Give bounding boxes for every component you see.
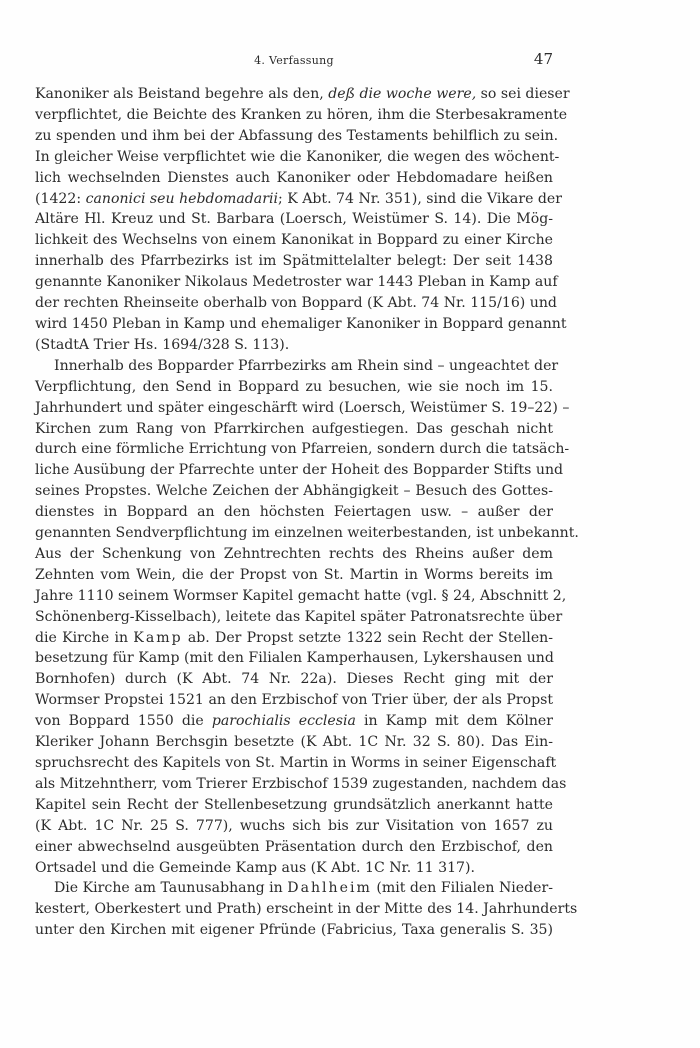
- text-run: lichkeit des Wechselns von einem Kanonikat in Boppard zu einer Kirche: [35, 232, 553, 249]
- text-line: [35, 648, 553, 669]
- text-run: Ortsadel und die Gemeinde Kamp aus (K Abt. 1C Nr. 11 317).: [35, 859, 476, 876]
- paragraph: [35, 84, 570, 356]
- text-run: dienstes in Boppard an den höchsten Feiertagen usw. – außer der: [35, 504, 553, 521]
- text-line: [35, 544, 553, 565]
- page-number: 47: [533, 50, 553, 68]
- text-line: [35, 481, 553, 502]
- text-run: Wormser Propstei 1521 an den Erzbischof von Trier über, der als Propst: [35, 692, 553, 709]
- text-line: [35, 858, 553, 879]
- text-line: [35, 105, 568, 126]
- text-run: Jahre 1110 seinem Wormser Kapitel gemacht hatte (vgl. § 24, Abschnitt 2,: [35, 587, 567, 604]
- running-head: 4. Verfassung: [254, 54, 334, 67]
- text-run: Schönenberg-Kisselbach), leitete das Kapitel später Patronatsrechte über: [35, 608, 563, 625]
- text-run: besetzung für Kamp (mit den Filialen Kamperhausen, Lykershausen und: [35, 650, 554, 667]
- text-line: [35, 126, 559, 147]
- text-run: Jahrhundert und später eingeschärft wird (Loersch, Weistümer S. 19–22) –: [35, 399, 570, 416]
- text-line: [35, 523, 579, 544]
- text-line: [35, 168, 553, 189]
- paragraph: [35, 356, 579, 879]
- text-line: [35, 502, 553, 523]
- text-run: Zehnten vom Wein, die der Propst von St. Martin in Worms bereits im: [35, 566, 553, 583]
- text-run: liche Ausübung der Pfarrechte unter der Hoheit des Bopparder Stifts und: [35, 462, 564, 479]
- text-run: ; K Abt. 74 Nr. 351), sind die Vikare der: [277, 190, 562, 207]
- italic-phrase: deß die woche were,: [328, 86, 477, 102]
- text-run: durch eine förmliche Errichtung von Pfarreien, sondern durch die tatsäch-: [35, 441, 570, 458]
- text-line: [35, 732, 553, 753]
- text-line: [35, 837, 553, 858]
- body-text: [35, 84, 579, 941]
- text-run: Altäre Hl. Kreuz und St. Barbara (Loersch, Weistümer S. 14). Die Mög-: [35, 211, 553, 228]
- text-run: seines Propstes. Welche Zeichen der Abhängigkeit – Besuch des Gottes-: [35, 483, 553, 500]
- text-line: [35, 628, 553, 649]
- text-line: [35, 774, 567, 795]
- text-run: unter den Kirchen mit eigener Pfründe (Fabricius, Taxa generalis S. 35): [35, 922, 553, 939]
- text-line: [35, 230, 553, 251]
- text-run: in Kamp mit dem Kölner: [355, 713, 553, 730]
- text-run: von Boppard 1550 die: [35, 713, 212, 730]
- text-line: [35, 460, 564, 481]
- text-run: Verpflichtung, den Send in Boppard zu besuchen, wie sie noch im 15.: [35, 378, 553, 395]
- text-run: Aus der Schenkung von Zehntrechten rechts des Rheins außer dem: [35, 545, 553, 562]
- text-run: einer abwechselnd ausgeübten Präsentation durch den Erzbischof, den: [35, 838, 553, 855]
- text-line: [35, 419, 553, 440]
- text-run: der rechten Rheinseite oberhalb von Boppard (K Abt. 74 Nr. 115/16) und: [35, 295, 557, 312]
- text-line: [35, 690, 553, 711]
- text-line: [35, 899, 578, 920]
- text-line: [35, 189, 562, 210]
- text-line: [35, 84, 570, 105]
- place-name: Dahlheim: [287, 880, 372, 897]
- text-line: [35, 565, 553, 586]
- text-line: [35, 147, 560, 168]
- text-run: Kapitel sein Recht der Stellenbesetzung grundsätzlich anerkannt hatte: [35, 796, 553, 813]
- text-run: verpflichtet, die Beichte des Kranken zu hören, ihm die Sterbesakramente: [35, 106, 568, 123]
- text-run: Innerhalb des Bopparder Pfarrbezirks am Rhein sind – ungeachtet der: [54, 357, 559, 374]
- page-header: [35, 50, 553, 70]
- text-run: Kirchen zum Rang von Pfarrkirchen aufgestiegen. Das geschah nicht: [35, 420, 553, 437]
- text-line: [35, 669, 553, 690]
- italic-phrase: canonici seu hebdomadarii: [85, 190, 278, 207]
- text-line: [35, 209, 553, 230]
- text-run: die Kirche in: [35, 629, 134, 646]
- text-run: Bornhofen) durch (K Abt. 74 Nr. 22a). Dieses Recht ging mit der: [35, 671, 553, 688]
- text-line: [35, 753, 557, 774]
- text-line: [35, 314, 567, 335]
- text-line: [35, 816, 553, 837]
- paragraph: [35, 878, 578, 941]
- text-run: genannte Kanoniker Nikolaus Medetroster war 1443 Pleban in Kamp auf: [35, 274, 558, 291]
- text-line: [35, 711, 553, 732]
- text-line: [35, 398, 570, 419]
- text-run: Kanoniker als Beistand begehre als den,: [35, 86, 329, 102]
- text-run: Kleriker Johann Berchsgin besetzte (K Abt. 1C Nr. 32 S. 80). Das Ein-: [35, 734, 553, 751]
- text-run: innerhalb des Pfarrbezirks ist im Spätmittelalter belegt: Der seit 1438: [35, 253, 553, 270]
- text-line: [35, 920, 553, 941]
- text-line: [35, 293, 557, 314]
- text-line: [35, 607, 563, 628]
- text-line: [35, 795, 553, 816]
- text-run: als Mitzehntherr, vom Trierer Erzbischof 1539 zugestanden, nachdem das: [35, 775, 567, 792]
- text-line: [35, 377, 553, 398]
- text-run: zu spenden und ihm bei der Abfassung des Testaments behilflich zu sein.: [35, 127, 559, 144]
- text-line: [35, 586, 567, 607]
- text-run: so sei dieser: [476, 86, 570, 102]
- text-run: ab. Der Propst setzte 1322 sein Recht der Stellen-: [182, 629, 553, 646]
- text-run: (StadtA Trier Hs. 1694/328 S. 113).: [35, 336, 290, 353]
- text-line: [35, 439, 570, 460]
- text-run: (mit den Filialen Nieder-: [371, 880, 553, 897]
- text-run: wird 1450 Pleban in Kamp und ehemaliger Kanoniker in Boppard genannt: [35, 315, 567, 332]
- italic-phrase: parochialis ecclesia: [211, 713, 356, 730]
- text-run: lich wechselnden Dienstes auch Kanoniker oder Hebdomadare heißen: [35, 169, 553, 186]
- text-run: In gleicher Weise verpflichtet wie die Kanoniker, die wegen des wöchent-: [35, 148, 560, 165]
- text-line: [35, 272, 558, 293]
- place-name: Kamp: [133, 629, 183, 646]
- text-run: (1422:: [35, 190, 86, 207]
- text-line: [35, 251, 553, 272]
- text-line: [35, 335, 553, 356]
- text-line: [35, 878, 553, 899]
- text-run: (K Abt. 1C Nr. 25 S. 777), wuchs sich bis zur Visitation von 1657 zu: [35, 817, 553, 834]
- text-run: genannten Sendverpflichtung im einzelnen weiterbestanden, ist unbekannt.: [35, 525, 579, 542]
- text-run: Die Kirche am Taunusabhang in: [54, 880, 288, 897]
- text-line: [35, 356, 559, 377]
- text-run: spruchsrecht des Kapitels von St. Martin in Worms in seiner Eigenschaft: [35, 755, 557, 771]
- text-run: kestert, Oberkestert und Prath) erscheint in der Mitte des 14. Jahrhunderts: [35, 901, 578, 918]
